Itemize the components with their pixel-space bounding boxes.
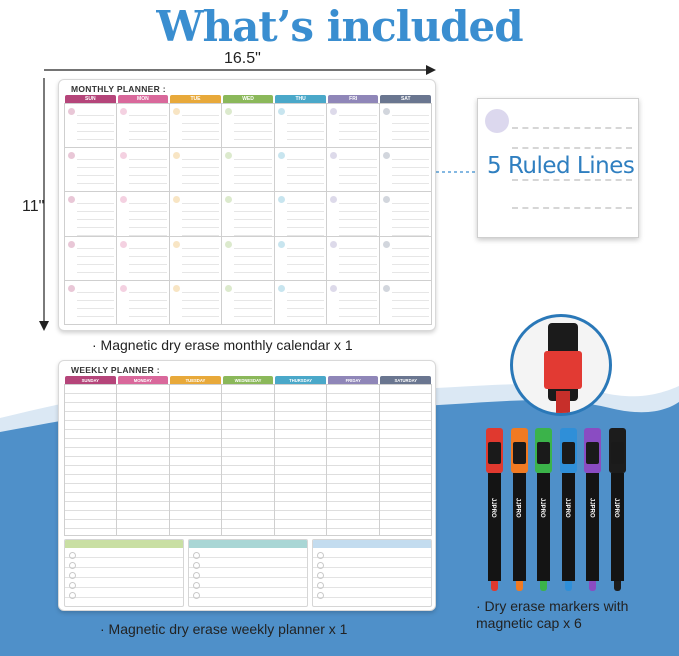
notes-list-lines: [189, 548, 307, 606]
calendar-day-cell: [275, 104, 327, 148]
calendar-day-cell: [380, 237, 432, 281]
calendar-day-cell: [65, 237, 117, 281]
checkbox-column: [69, 552, 76, 599]
checkbox-circle-icon: [317, 562, 324, 569]
calendar-day-cell: [222, 237, 274, 281]
notes-list-lines: [65, 548, 183, 606]
date-circle-icon: [120, 196, 127, 203]
day-header-sun: SUN: [65, 95, 116, 103]
date-circle-icon: [173, 285, 180, 292]
day-header-sat: SAT: [380, 95, 431, 103]
day-header-fri: FRI: [328, 95, 379, 103]
day-header-thursday: THURSDAY: [275, 376, 326, 384]
marker-tip: [540, 581, 547, 591]
calendar-day-cell: [170, 237, 222, 281]
marker-brand-label: JJPRO: [539, 498, 546, 518]
monthly-calendar-grid: [64, 103, 432, 325]
date-circle-icon: [278, 241, 285, 248]
marker-tip: [614, 581, 621, 591]
checkbox-circle-icon: [317, 592, 324, 599]
day-header-wed: WED: [223, 95, 274, 103]
calendar-day-cell: [117, 148, 169, 192]
checkbox-circle-icon: [69, 572, 76, 579]
day-header-wednesday: WEDNESDAY: [223, 376, 274, 384]
checkbox-circle-icon: [317, 582, 324, 589]
date-circle-icon: [225, 196, 232, 203]
calendar-day-cell: [327, 281, 379, 325]
monthly-day-headers: [64, 95, 432, 103]
notes-list-box: [188, 539, 308, 607]
calendar-day-cell: [327, 148, 379, 192]
marker-barrel: [586, 473, 599, 581]
dry-erase-marker: [584, 428, 601, 592]
day-header-saturday: SATURDAY: [380, 376, 431, 384]
date-circle-icon: [225, 285, 232, 292]
marker-cap-clip: [537, 442, 550, 464]
marker-brand-label: JJPRO: [588, 498, 595, 518]
day-header-thu: THU: [275, 95, 326, 103]
date-circle-icon: [330, 196, 337, 203]
calendar-day-cell: [380, 281, 432, 325]
checkbox-column: [317, 552, 324, 599]
calendar-day-cell: [380, 148, 432, 192]
date-circle-icon: [68, 241, 75, 248]
marker-cap-clip: [611, 442, 624, 464]
calendar-day-cell: [380, 192, 432, 236]
dry-erase-marker: [535, 428, 552, 592]
marker-tip: [516, 581, 523, 591]
calendar-day-cell: [170, 281, 222, 325]
calendar-day-cell: [275, 192, 327, 236]
day-header-friday: FRIDAY: [328, 376, 379, 384]
marker-barrel: [611, 473, 624, 581]
calendar-day-cell: [275, 281, 327, 325]
date-circle-icon: [68, 152, 75, 159]
calendar-day-cell: [327, 237, 379, 281]
calendar-day-cell: [275, 237, 327, 281]
ruled-line: [512, 127, 632, 129]
weekly-day-column: [222, 385, 274, 536]
monthly-planner-board: [58, 79, 436, 331]
notes-list-header: [189, 540, 307, 548]
weekly-planner-title: WEEKLY PLANNER :: [71, 365, 160, 375]
checkbox-circle-icon: [193, 582, 200, 589]
marker-brand-label: JJPRO: [514, 498, 521, 518]
calendar-day-cell: [117, 104, 169, 148]
date-circle-icon: [120, 285, 127, 292]
date-circle-icon: [120, 241, 127, 248]
calendar-day-cell: [327, 104, 379, 148]
calendar-day-cell: [170, 104, 222, 148]
checkbox-circle-icon: [317, 572, 324, 579]
monthly-planner-title: MONTHLY PLANNER :: [71, 84, 166, 94]
checkbox-circle-icon: [193, 592, 200, 599]
ruled-line: [512, 147, 632, 149]
marker-barrel: [537, 473, 550, 581]
dry-erase-markers: [486, 428, 626, 592]
checkbox-circle-icon: [317, 552, 324, 559]
checkbox-circle-icon: [69, 562, 76, 569]
calendar-day-cell: [380, 104, 432, 148]
calendar-day-cell: [65, 104, 117, 148]
marker-tip: [589, 581, 596, 591]
date-circle-icon: [225, 241, 232, 248]
marker-brand-label: JJPRO: [563, 498, 570, 518]
day-header-mon: MON: [118, 95, 169, 103]
marker-brand-label: JJPRO: [490, 498, 496, 518]
date-circle-icon: [68, 196, 75, 203]
weekly-day-column: [170, 385, 222, 536]
marker-cap-clip: [586, 442, 599, 464]
marker-cap-clip: [544, 351, 582, 389]
calendar-day-cell: [117, 192, 169, 236]
notes-list-box: [312, 539, 432, 607]
date-circle-icon: [278, 108, 285, 115]
day-header-monday: MONDAY: [118, 376, 169, 384]
notes-list-box: [64, 539, 184, 607]
marker-barrel: [562, 473, 575, 581]
date-circle-icon: [225, 108, 232, 115]
weekly-planner-board: [58, 360, 436, 611]
weekly-day-headers: [64, 376, 432, 384]
notes-list-header: [65, 540, 183, 548]
date-circle-icon: [383, 152, 390, 159]
date-circle-icon: [383, 285, 390, 292]
monthly-planner-caption: · Magnetic dry erase monthly calendar x 1: [92, 337, 353, 353]
date-circle-icon: [173, 196, 180, 203]
calendar-day-cell: [117, 237, 169, 281]
marker-brand-label: JJPRO: [612, 498, 619, 518]
weekly-calendar-grid: [64, 384, 432, 536]
calendar-day-cell: [170, 148, 222, 192]
date-circle-icon: [278, 152, 285, 159]
dry-erase-marker: [609, 428, 626, 592]
date-circle-icon: [383, 108, 390, 115]
calendar-day-cell: [170, 192, 222, 236]
headline: What’s included: [156, 2, 523, 51]
checkbox-circle-icon: [69, 582, 76, 589]
width-dimension-label: 16.5": [224, 50, 261, 67]
dry-erase-marker: [560, 428, 577, 592]
checkbox-circle-icon: [69, 592, 76, 599]
height-dimension-label: 11": [22, 198, 45, 215]
calendar-day-cell: [222, 148, 274, 192]
marker-tip: [565, 581, 572, 591]
marker-barrel: [488, 473, 501, 581]
marker-cap-clip: [562, 442, 575, 464]
marker-cap-clip: [513, 442, 526, 464]
date-circle-icon: [225, 152, 232, 159]
ruled-line: [512, 179, 632, 181]
dry-erase-marker: [511, 428, 528, 592]
weekly-day-column: [117, 385, 169, 536]
calendar-day-cell: [222, 104, 274, 148]
calendar-day-cell: [65, 192, 117, 236]
calendar-day-cell: [65, 281, 117, 325]
date-circle-icon: [120, 108, 127, 115]
calendar-day-cell: [222, 192, 274, 236]
date-circle-icon: [278, 285, 285, 292]
date-circle-icon: [485, 109, 509, 133]
date-circle-icon: [68, 285, 75, 292]
date-circle-icon: [330, 152, 337, 159]
calendar-day-cell: [65, 148, 117, 192]
date-circle-icon: [330, 108, 337, 115]
date-circle-icon: [173, 241, 180, 248]
magnetic-cap-closeup: [510, 314, 612, 416]
weekly-day-column: [65, 385, 117, 536]
date-circle-icon: [68, 108, 75, 115]
weekly-day-column: [380, 385, 432, 536]
weekly-day-column: [327, 385, 379, 536]
marker-cap-clip: [488, 442, 501, 464]
weekly-planner-caption: · Magnetic dry erase weekly planner x 1: [100, 621, 348, 637]
day-header-tuesday: TUESDAY: [170, 376, 221, 384]
dry-erase-marker: [486, 428, 503, 592]
checkbox-circle-icon: [193, 572, 200, 579]
checkbox-circle-icon: [69, 552, 76, 559]
date-circle-icon: [173, 152, 180, 159]
calendar-day-cell: [327, 192, 379, 236]
checkbox-column: [193, 552, 200, 599]
day-header-tue: TUE: [170, 95, 221, 103]
calendar-day-cell: [275, 148, 327, 192]
calendar-day-cell: [222, 281, 274, 325]
date-circle-icon: [330, 285, 337, 292]
date-circle-icon: [173, 108, 180, 115]
weekly-notes-lists: [64, 539, 432, 607]
ruled-lines-zoom-callout: [477, 98, 639, 238]
notes-list-header: [313, 540, 431, 548]
date-circle-icon: [278, 196, 285, 203]
checkbox-circle-icon: [193, 562, 200, 569]
markers-caption: · Dry erase markers with magnetic cap x 6: [476, 598, 629, 631]
marker-tip: [491, 581, 498, 591]
marker-barrel: [513, 473, 526, 581]
date-circle-icon: [383, 241, 390, 248]
date-circle-icon: [120, 152, 127, 159]
calendar-day-cell: [117, 281, 169, 325]
marker-tip: [556, 391, 570, 415]
notes-list-lines: [313, 548, 431, 606]
date-circle-icon: [383, 196, 390, 203]
checkbox-circle-icon: [193, 552, 200, 559]
day-header-sunday: SUNDAY: [65, 376, 116, 384]
date-circle-icon: [330, 241, 337, 248]
weekly-day-column: [275, 385, 327, 536]
ruled-lines-label: 5 Ruled Lines: [487, 153, 635, 179]
ruled-line: [512, 207, 632, 209]
